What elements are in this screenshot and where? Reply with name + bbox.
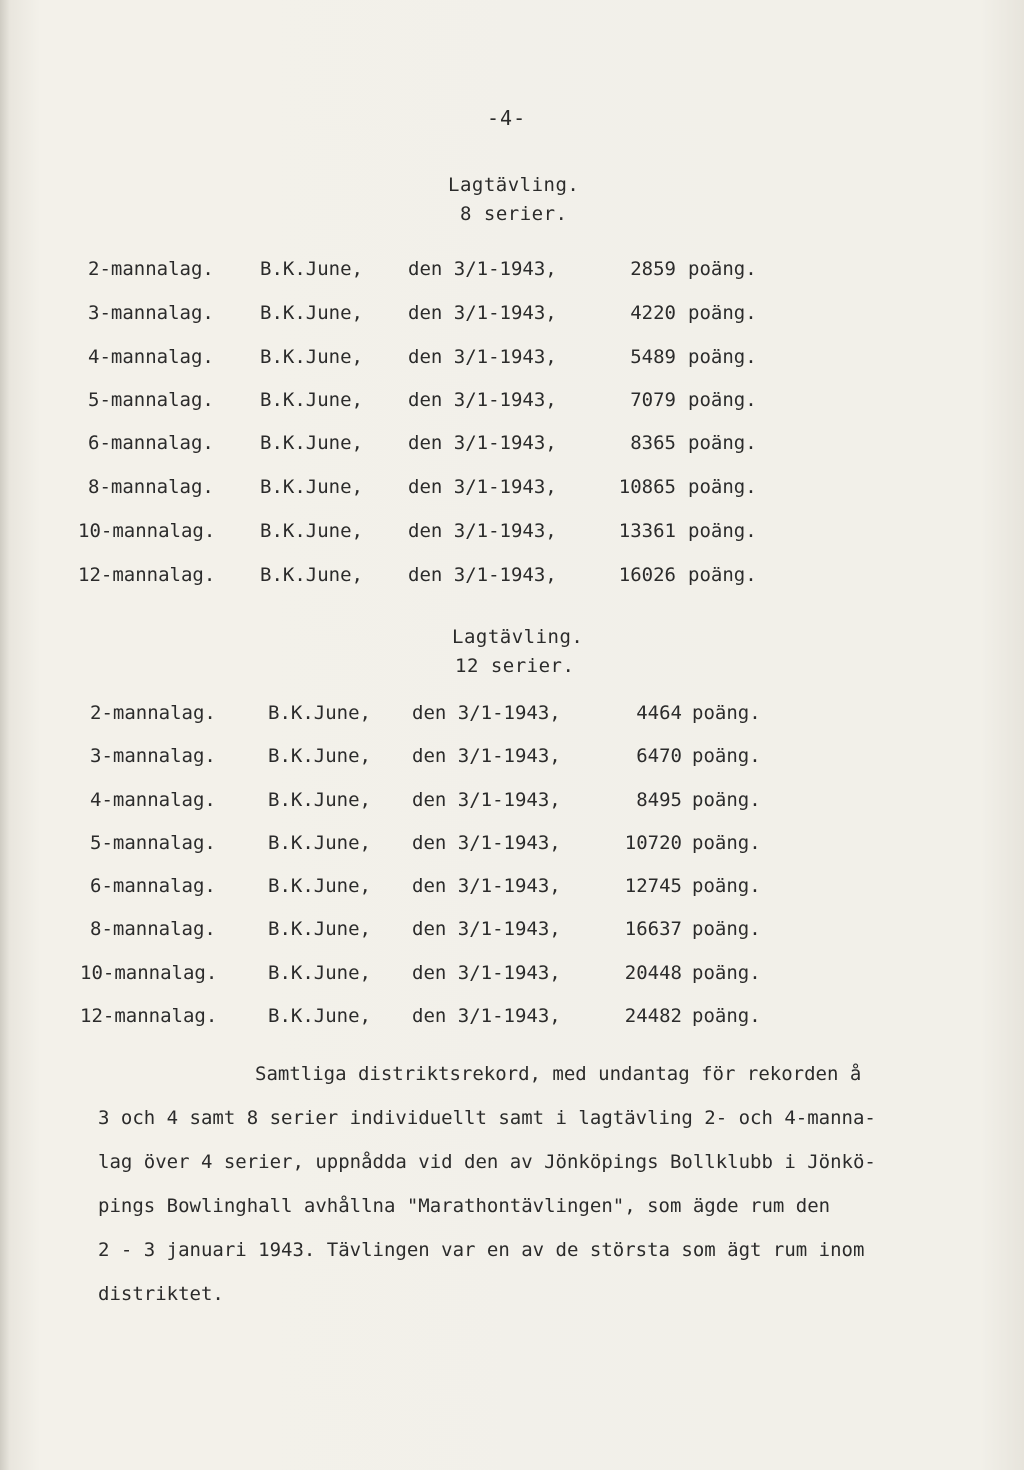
table-row bbox=[0, 346, 1024, 372]
paragraph-line: lag över 4 serier, uppnådda vid den av Jönköpings Bollklubb i Jönkö- bbox=[98, 1151, 876, 1173]
paragraph-line: 3 och 4 samt 8 serier individuellt samt i lagtävling 2- och 4-manna- bbox=[98, 1107, 876, 1129]
team-size: 12-mannalag. bbox=[78, 564, 216, 586]
team-size: 6-mannalag. bbox=[88, 432, 214, 454]
paragraph-line: Samtliga distriktsrekord, med undantag för rekorden å bbox=[255, 1063, 862, 1085]
paragraph-line: pings Bowlinghall avhållna "Marathontävlingen", som ägde rum den bbox=[98, 1195, 831, 1217]
team-size: 5-mannalag. bbox=[88, 389, 214, 411]
score: 16637 bbox=[624, 918, 682, 940]
record-date: den 3/1-1943, bbox=[412, 918, 561, 940]
score-unit: poäng. bbox=[688, 258, 757, 280]
team-size: 10-mannalag. bbox=[80, 962, 218, 984]
table-row bbox=[0, 875, 1024, 901]
table-row bbox=[0, 789, 1024, 815]
paragraph-line: 2 - 3 januari 1943. Tävlingen var en av de största som ägt rum inom bbox=[98, 1239, 865, 1261]
team-size: 3-mannalag. bbox=[88, 302, 214, 324]
record-date: den 3/1-1943, bbox=[408, 346, 557, 368]
score: 20448 bbox=[624, 962, 682, 984]
club-name: B.K.June, bbox=[268, 1005, 371, 1027]
club-name: B.K.June, bbox=[268, 962, 371, 984]
record-date: den 3/1-1943, bbox=[408, 258, 557, 280]
score: 2859 bbox=[630, 258, 676, 280]
score-unit: poäng. bbox=[692, 875, 761, 897]
score-unit: poäng. bbox=[692, 702, 761, 724]
record-date: den 3/1-1943, bbox=[408, 389, 557, 411]
team-size: 4-mannalag. bbox=[90, 789, 216, 811]
table-row bbox=[0, 564, 1024, 590]
score: 10865 bbox=[618, 476, 676, 498]
score: 10720 bbox=[624, 832, 682, 854]
score-unit: poäng. bbox=[688, 302, 757, 324]
records-paragraph bbox=[98, 1052, 1003, 1316]
record-date: den 3/1-1943, bbox=[412, 745, 561, 767]
club-name: B.K.June, bbox=[268, 702, 371, 724]
section-2-subtitle: 12 serier. bbox=[455, 655, 575, 677]
score: 8495 bbox=[636, 789, 682, 811]
table-row bbox=[0, 962, 1024, 988]
score: 4220 bbox=[630, 302, 676, 324]
table-row bbox=[0, 302, 1024, 328]
club-name: B.K.June, bbox=[268, 875, 371, 897]
table-row bbox=[0, 389, 1024, 415]
club-name: B.K.June, bbox=[260, 520, 363, 542]
table-row bbox=[0, 832, 1024, 858]
section-1-subtitle: 8 serier. bbox=[460, 203, 568, 225]
team-size: 3-mannalag. bbox=[90, 745, 216, 767]
record-date: den 3/1-1943, bbox=[408, 302, 557, 324]
club-name: B.K.June, bbox=[268, 789, 371, 811]
score-unit: poäng. bbox=[688, 520, 757, 542]
score: 6470 bbox=[636, 745, 682, 767]
team-size: 6-mannalag. bbox=[90, 875, 216, 897]
table-row bbox=[0, 476, 1024, 502]
score: 7079 bbox=[630, 389, 676, 411]
score-unit: poäng. bbox=[692, 1005, 761, 1027]
section-2-title: Lagtävling. bbox=[452, 626, 584, 648]
club-name: B.K.June, bbox=[260, 476, 363, 498]
record-date: den 3/1-1943, bbox=[412, 1005, 561, 1027]
paragraph-line: distriktet. bbox=[98, 1283, 224, 1305]
club-name: B.K.June, bbox=[260, 432, 363, 454]
club-name: B.K.June, bbox=[260, 389, 363, 411]
record-date: den 3/1-1943, bbox=[412, 789, 561, 811]
score-unit: poäng. bbox=[688, 389, 757, 411]
record-date: den 3/1-1943, bbox=[408, 564, 557, 586]
team-size: 8-mannalag. bbox=[88, 476, 214, 498]
score: 13361 bbox=[618, 520, 676, 542]
club-name: B.K.June, bbox=[268, 745, 371, 767]
record-date: den 3/1-1943, bbox=[408, 432, 557, 454]
score-unit: poäng. bbox=[692, 962, 761, 984]
score-unit: poäng. bbox=[692, 745, 761, 767]
score: 8365 bbox=[630, 432, 676, 454]
table-row bbox=[0, 702, 1024, 728]
record-date: den 3/1-1943, bbox=[412, 962, 561, 984]
team-size: 4-mannalag. bbox=[88, 346, 214, 368]
score: 4464 bbox=[636, 702, 682, 724]
page-number-text: -4- bbox=[487, 106, 527, 130]
table-row bbox=[0, 918, 1024, 944]
table-row bbox=[0, 1005, 1024, 1031]
record-date: den 3/1-1943, bbox=[408, 476, 557, 498]
team-size: 8-mannalag. bbox=[90, 918, 216, 940]
record-date: den 3/1-1943, bbox=[408, 520, 557, 542]
table-row bbox=[0, 258, 1024, 284]
record-date: den 3/1-1943, bbox=[412, 832, 561, 854]
club-name: B.K.June, bbox=[268, 918, 371, 940]
score-unit: poäng. bbox=[688, 432, 757, 454]
score-unit: poäng. bbox=[692, 832, 761, 854]
club-name: B.K.June, bbox=[260, 258, 363, 280]
score-unit: poäng. bbox=[692, 918, 761, 940]
team-size: 2-mannalag. bbox=[88, 258, 214, 280]
team-size: 2-mannalag. bbox=[90, 702, 216, 724]
section-1-title: Lagtävling. bbox=[448, 174, 580, 196]
record-date: den 3/1-1943, bbox=[412, 702, 561, 724]
score: 5489 bbox=[630, 346, 676, 368]
score-unit: poäng. bbox=[688, 346, 757, 368]
score: 16026 bbox=[618, 564, 676, 586]
table-row bbox=[0, 520, 1024, 546]
team-size: 5-mannalag. bbox=[90, 832, 216, 854]
record-date: den 3/1-1943, bbox=[412, 875, 561, 897]
table-row bbox=[0, 432, 1024, 458]
table-row bbox=[0, 745, 1024, 771]
score-unit: poäng. bbox=[688, 476, 757, 498]
club-name: B.K.June, bbox=[260, 346, 363, 368]
team-size: 12-mannalag. bbox=[80, 1005, 218, 1027]
team-size: 10-mannalag. bbox=[78, 520, 216, 542]
club-name: B.K.June, bbox=[260, 564, 363, 586]
score-unit: poäng. bbox=[688, 564, 757, 586]
score-unit: poäng. bbox=[692, 789, 761, 811]
club-name: B.K.June, bbox=[260, 302, 363, 324]
score: 12745 bbox=[624, 875, 682, 897]
club-name: B.K.June, bbox=[268, 832, 371, 854]
score: 24482 bbox=[624, 1005, 682, 1027]
